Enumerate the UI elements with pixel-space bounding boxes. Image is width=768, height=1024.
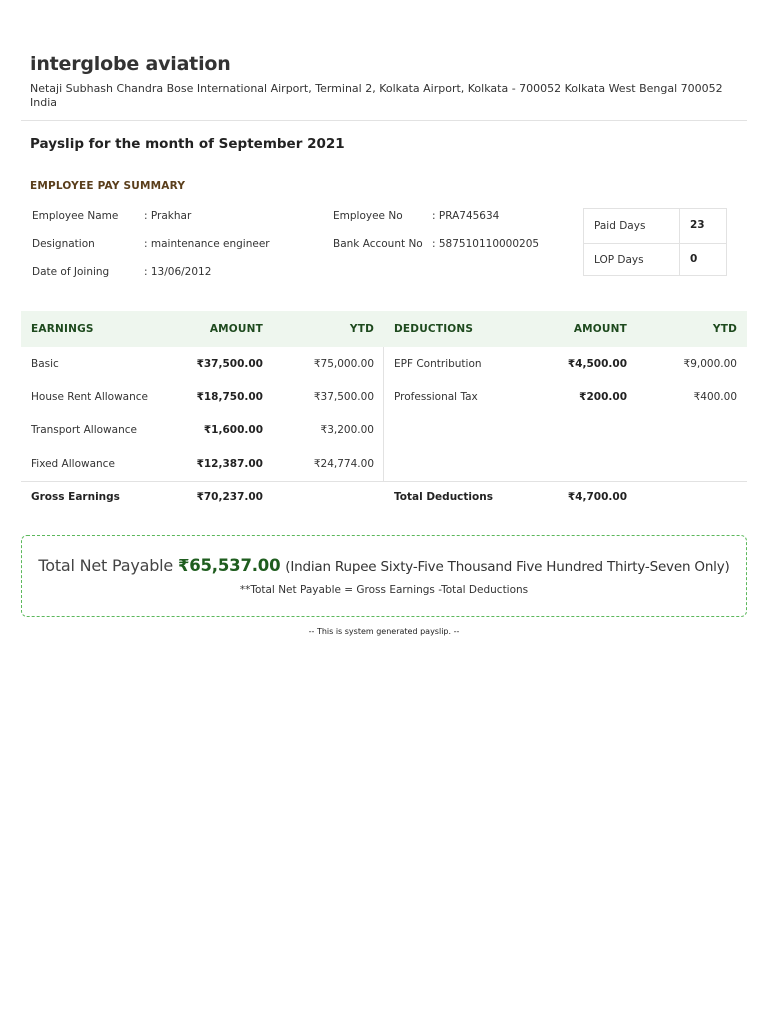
net-payable-box: [21, 535, 747, 617]
earning-label-basic: Basic: [31, 358, 59, 370]
paid-days-value: 23: [690, 219, 705, 231]
earning-label-fixed: Fixed Allowance: [31, 458, 115, 470]
earning-label-hra: House Rent Allowance: [31, 391, 148, 403]
doj-label: Date of Joining: [32, 266, 110, 278]
lop-days-row: [584, 243, 726, 277]
paid-days-row: [584, 209, 726, 244]
designation-value: : maintenance engineer: [144, 238, 270, 250]
earning-ytd-fixed: ₹24,774.00: [313, 458, 374, 470]
net-payable-label: Total Net Payable: [38, 556, 174, 575]
earning-ytd-transport: ₹3,200.00: [320, 424, 374, 436]
net-payable-formula: **Total Net Payable = Gross Earnings -Total Deductions: [239, 584, 529, 596]
total-deductions-label: Total Deductions: [394, 491, 493, 503]
net-payable-line: [22, 556, 746, 575]
earning-label-transport: Transport Allowance: [31, 424, 137, 436]
employee-no-value: : PRA745634: [432, 210, 500, 222]
net-payable-words: (Indian Rupee Sixty-Five Thousand Five Hundred Thirty-Seven Only): [285, 559, 730, 575]
earnings-ytd-header: YTD: [349, 323, 374, 335]
header-divider: [21, 120, 747, 121]
total-deductions-amount: ₹4,700.00: [567, 491, 627, 503]
employee-name-value: : Prakhar: [144, 210, 192, 222]
deduction-label-epf: EPF Contribution: [394, 358, 482, 370]
gross-earnings-label: Gross Earnings: [31, 491, 120, 503]
deductions-ytd-header: YTD: [712, 323, 737, 335]
deductions-amount-header: AMOUNT: [573, 323, 627, 335]
table-column-divider: [383, 347, 384, 481]
earnings-header: EARNINGS: [31, 323, 94, 335]
earning-amount-transport: ₹1,600.00: [203, 424, 263, 436]
payslip-title: Payslip for the month of September 2021: [30, 136, 345, 152]
earning-ytd-basic: ₹75,000.00: [313, 358, 374, 370]
deductions-header: DEDUCTIONS: [394, 323, 474, 335]
bank-account-value: : 587510110000205: [432, 238, 540, 250]
system-generated-note: -- This is system generated payslip. --: [308, 627, 460, 636]
earnings-amount-header: AMOUNT: [209, 323, 263, 335]
earning-amount-fixed: ₹12,387.00: [196, 458, 263, 470]
net-payable-amount: ₹65,537.00: [177, 556, 281, 575]
earning-ytd-hra: ₹37,500.00: [313, 391, 374, 403]
earnings-deductions-table: [21, 311, 747, 513]
days-box: [583, 208, 727, 276]
earning-amount-basic: ₹37,500.00: [196, 358, 263, 370]
totals-divider: [21, 481, 747, 482]
deduction-label-professional-tax: Professional Tax: [394, 391, 478, 403]
deduction-ytd-epf: ₹9,000.00: [683, 358, 737, 370]
summary-heading: EMPLOYEE PAY SUMMARY: [30, 180, 186, 192]
lop-days-label: LOP Days: [594, 254, 644, 266]
employee-name-label: Employee Name: [32, 210, 119, 222]
company-address: Netaji Subhash Chandra Bose International Airport, Terminal 2, Kolkata Airport, Kolkata - 700052 Kolkata West Bengal 700052 India: [30, 82, 723, 109]
paid-days-label: Paid Days: [594, 220, 646, 232]
deduction-amount-epf: ₹4,500.00: [567, 358, 627, 370]
gross-earnings-amount: ₹70,237.00: [196, 491, 263, 503]
lop-days-value: 0: [690, 253, 698, 265]
company-name: interglobe aviation: [30, 53, 231, 75]
designation-label: Designation: [32, 238, 95, 250]
deduction-amount-professional-tax: ₹200.00: [579, 391, 627, 403]
deduction-ytd-professional-tax: ₹400.00: [693, 391, 737, 403]
bank-account-label: Bank Account No: [333, 238, 423, 250]
earning-amount-hra: ₹18,750.00: [196, 391, 263, 403]
employee-no-label: Employee No: [333, 210, 403, 222]
table-header: [21, 311, 747, 347]
doj-value: : 13/06/2012: [144, 266, 212, 278]
